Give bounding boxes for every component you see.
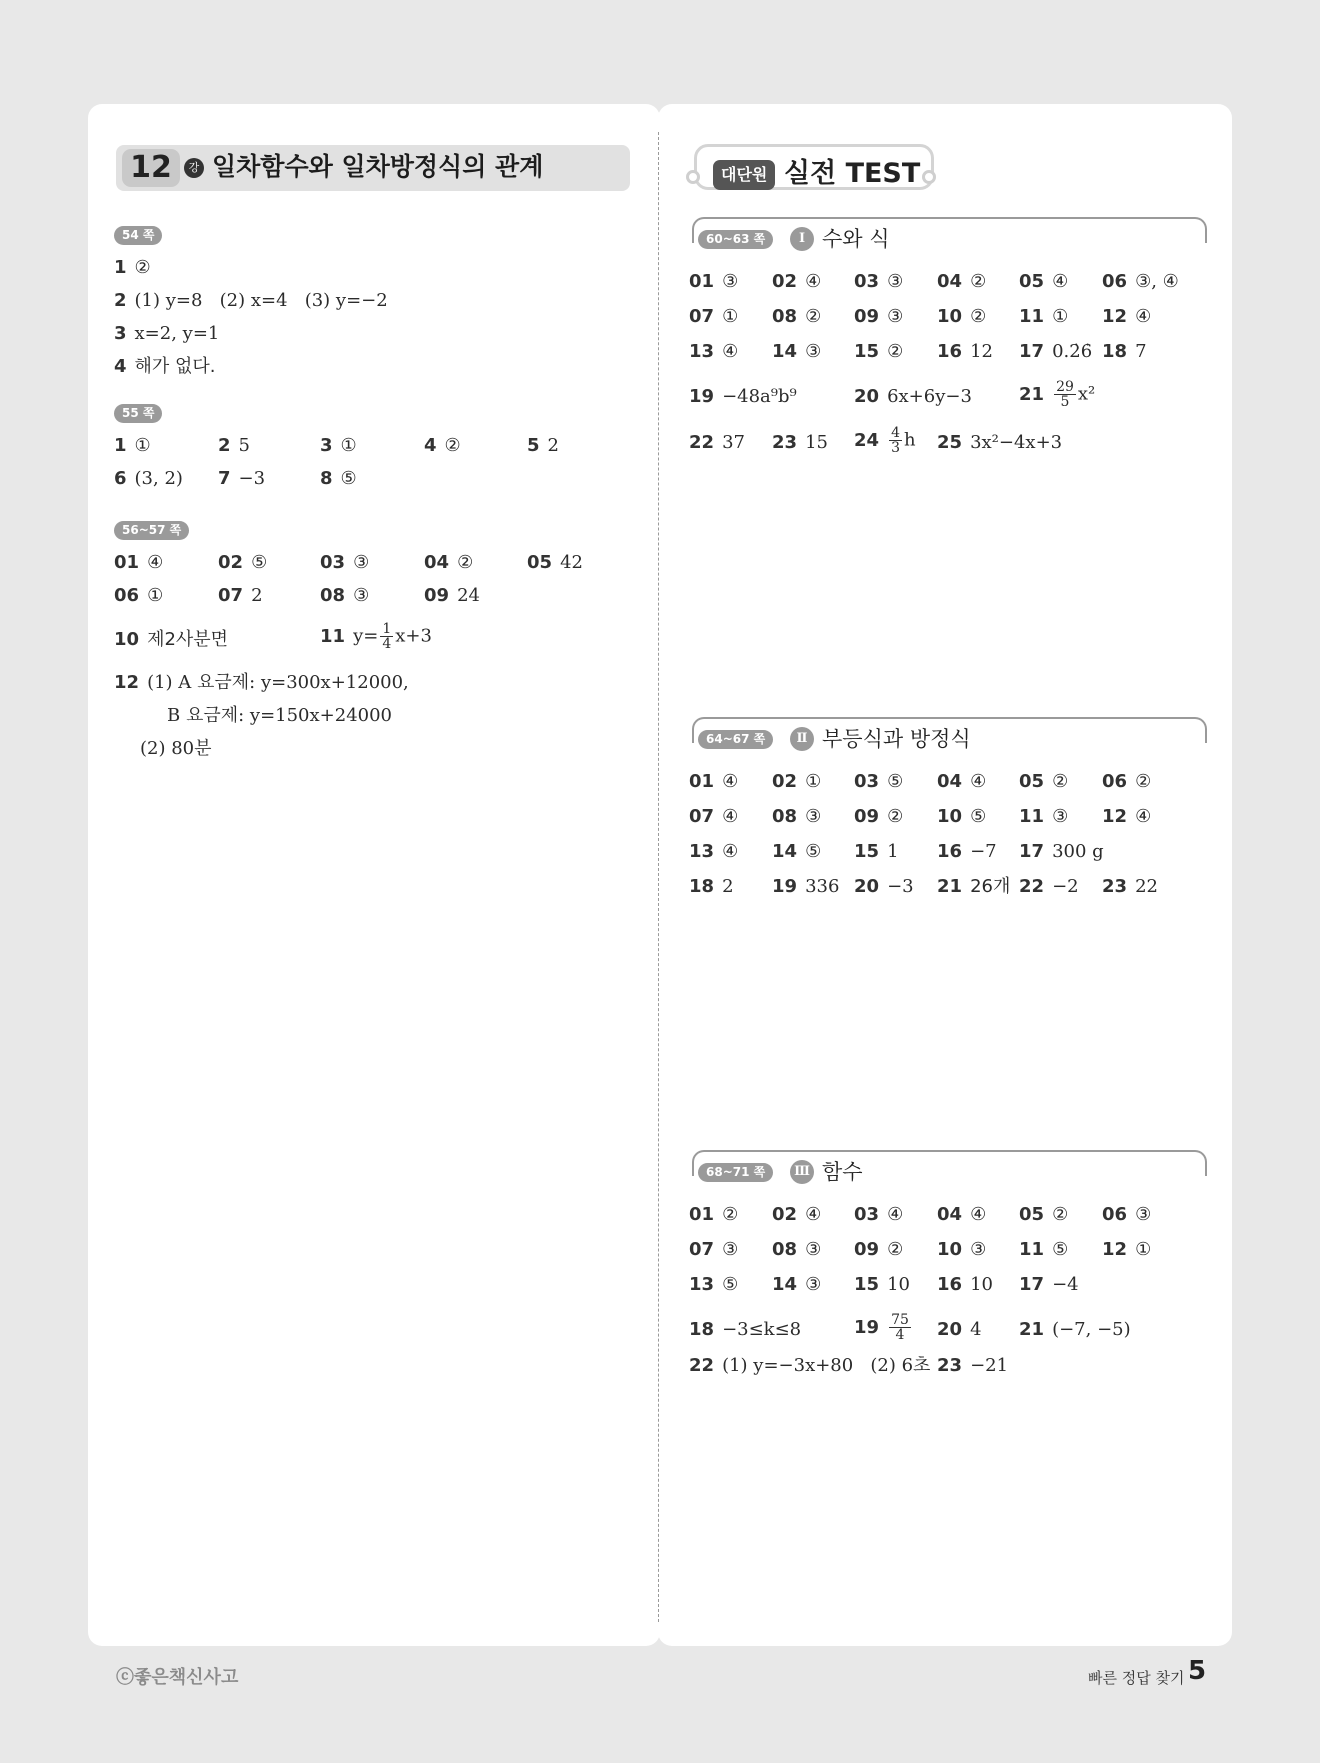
answer-item: 04 ②: [937, 271, 987, 292]
answer-item: 10 제2사분면: [114, 629, 229, 650]
unit-title: 실전 TEST: [784, 158, 921, 189]
page-tag-64-67: 64~67 쪽: [698, 730, 773, 749]
answer-item: 19 −48a⁹b⁹: [689, 386, 797, 407]
answer-item: 24 $\frac{4}{3}$ h: [854, 425, 916, 456]
unit-roman: Ⅰ: [790, 227, 814, 251]
fraction: $\frac{75}{4}$: [891, 1312, 909, 1343]
answer-item: 14 ⑤: [772, 841, 822, 862]
answer-item: 07 2: [218, 585, 263, 606]
answer-item: 09 ②: [854, 806, 904, 827]
answer-item: 21 (−7, −5): [1019, 1319, 1131, 1340]
answer-item: 03 ③: [320, 552, 370, 573]
answer-item: 14 ③: [772, 341, 822, 362]
answer-item: 3 x=2, y=1: [114, 323, 220, 344]
section-title: 부등식과 방정식: [822, 727, 971, 751]
answer-item: 23 22: [1102, 876, 1158, 897]
answer-item: 20 −3: [854, 876, 914, 897]
answer-item: 14 ③: [772, 1274, 822, 1295]
answer-item: 02 ⑤: [218, 552, 268, 573]
answer-item: 22 −2: [1019, 876, 1079, 897]
header-dot: [686, 170, 700, 184]
answer-item: 06 ①: [114, 585, 164, 606]
page-tag-68-71: 68~71 쪽: [698, 1163, 773, 1182]
answer-item-line: (2) 80분: [140, 738, 212, 759]
answer-item: 01 ④: [689, 771, 739, 792]
answer-item: 02 ①: [772, 771, 822, 792]
answer-item: 4 해가 없다.: [114, 356, 216, 377]
answer-item: 21 26개: [937, 876, 1011, 897]
center-divider: [658, 132, 659, 1622]
answer-item: 8 ⑤: [320, 468, 357, 489]
answer-item: 1 ②: [114, 257, 151, 278]
answer-item: 12 ④: [1102, 806, 1152, 827]
answer-item: 08 ③: [772, 806, 822, 827]
answer-item: 11 ⑤: [1019, 1239, 1069, 1260]
section-title: 함수: [822, 1160, 863, 1184]
answer-item: 09 ②: [854, 1239, 904, 1260]
answer-item: 21 $\frac{29}{5}$ x²: [1019, 379, 1096, 410]
answer-item: 6 (3, 2): [114, 468, 183, 489]
answer-item: 23 15: [772, 432, 828, 453]
answer-item: 17 0.2̇6̇: [1019, 341, 1093, 362]
answer-item: 03 ③: [854, 271, 904, 292]
answer-item: 05 ④: [1019, 271, 1069, 292]
answer-item: 19 $\frac{75}{4}$: [854, 1312, 909, 1343]
unit-badge: 대단원: [713, 160, 775, 190]
answer-item: 02 ④: [772, 1204, 822, 1225]
answer-item: 5 2: [527, 435, 559, 456]
answer-item: 06 ③: [1102, 1204, 1152, 1225]
answer-item: 16 12: [937, 341, 993, 362]
answer-item: 10 ②: [937, 306, 987, 327]
answer-item: 17 300 g: [1019, 841, 1104, 862]
answer-item: 08 ②: [772, 306, 822, 327]
answer-item: 13 ⑤: [689, 1274, 739, 1295]
answer-item: 12 ①: [1102, 1239, 1152, 1260]
answer-item: 25 3x²−4x+3: [937, 432, 1063, 453]
answer-item: 12 ④: [1102, 306, 1152, 327]
answer-item: 06 ③, ④: [1102, 271, 1179, 292]
answer-item: 1 ①: [114, 435, 151, 456]
answer-item: 16 10: [937, 1274, 993, 1295]
answer-item: 04 ④: [937, 771, 987, 792]
answer-item: 07 ③: [689, 1239, 739, 1260]
page-number: 5: [1188, 1656, 1207, 1686]
lesson-header: [116, 145, 630, 191]
answer-item: 11 ③: [1019, 806, 1069, 827]
answer-item: 15 1: [854, 841, 899, 862]
answer-item: 22 37: [689, 432, 745, 453]
answer-item: 05 ②: [1019, 1204, 1069, 1225]
publisher-logo: ⓒ좋은책신사고: [116, 1667, 239, 1688]
answer-item: 04 ②: [424, 552, 474, 573]
answer-item: 05 ②: [1019, 771, 1069, 792]
fraction: $\frac{29}{5}$: [1056, 379, 1074, 410]
answer-item: 3 ①: [320, 435, 357, 456]
answer-item: 07 ④: [689, 806, 739, 827]
unit-roman: Ⅱ: [790, 727, 814, 751]
answer-item: 01 ④: [114, 552, 164, 573]
header-dot: [922, 170, 936, 184]
answer-item: 20 4: [937, 1319, 982, 1340]
answer-item: 01 ③: [689, 271, 739, 292]
lesson-title: 일차함수와 일차방정식의 관계: [212, 152, 544, 181]
answer-item: 13 ④: [689, 841, 739, 862]
answer-item: 06 ②: [1102, 771, 1152, 792]
answer-item: 17 −4: [1019, 1274, 1079, 1295]
fraction: $\frac{1}{4}$: [382, 621, 392, 652]
answer-item: 04 ④: [937, 1204, 987, 1225]
answer-item: 20 6x+6y−3: [854, 386, 972, 407]
page-tag-60-63: 60~63 쪽: [698, 230, 773, 249]
answer-item: 15 ②: [854, 341, 904, 362]
answer-item: 2 (1) y=8 (2) x=4 (3) y=−2: [114, 290, 388, 311]
answer-item: 09 ③: [854, 306, 904, 327]
answer-item: 18 7: [1102, 341, 1147, 362]
answer-item: 07 ①: [689, 306, 739, 327]
footer-label: 빠른 정답 찾기: [1088, 1669, 1185, 1687]
answer-item: 19 336: [772, 876, 840, 897]
answer-item: 18 2: [689, 876, 734, 897]
lesson-number: 12: [122, 149, 180, 187]
answer-item-line: B 요금제: y=150x+24000: [167, 705, 393, 726]
answer-item: 11 ①: [1019, 306, 1069, 327]
answer-item: 2 5: [218, 435, 250, 456]
page-tag-54: 54 쪽: [114, 226, 162, 245]
answer-item: 10 ③: [937, 1239, 987, 1260]
fraction: $\frac{4}{3}$: [891, 425, 900, 456]
lesson-badge: 강: [184, 158, 204, 178]
answer-item: 05 42: [527, 552, 583, 573]
answer-item: 12 (1) A 요금제: y=300x+12000,: [114, 672, 409, 693]
answer-item: 10 ⑤: [937, 806, 987, 827]
page-tag-56-57: 56~57 쪽: [114, 521, 189, 540]
answer-item: 18 −3≤k≤8: [689, 1319, 802, 1340]
answer-item: 22 (1) y=−3x+80 (2) 6초: [689, 1355, 931, 1376]
answer-item: 15 10: [854, 1274, 910, 1295]
section-title: 수와 식: [822, 227, 890, 251]
answer-item: 03 ④: [854, 1204, 904, 1225]
answer-item: 01 ②: [689, 1204, 739, 1225]
answer-item: 16 −7: [937, 841, 997, 862]
answer-item: 03 ⑤: [854, 771, 904, 792]
answer-item: 7 −3: [218, 468, 266, 489]
answer-item: 4 ②: [424, 435, 461, 456]
answer-item: 08 ③: [320, 585, 370, 606]
answer-item: 11 y= $\frac{1}{4}$ x+3: [320, 621, 432, 652]
unit-roman: Ⅲ: [790, 1160, 814, 1184]
answer-item: 09 24: [424, 585, 480, 606]
page-tag-55: 55 쪽: [114, 404, 162, 423]
answer-item: 08 ③: [772, 1239, 822, 1260]
answer-item: 02 ④: [772, 271, 822, 292]
answer-item: 23 −21: [937, 1355, 1009, 1376]
answer-item: 13 ④: [689, 341, 739, 362]
